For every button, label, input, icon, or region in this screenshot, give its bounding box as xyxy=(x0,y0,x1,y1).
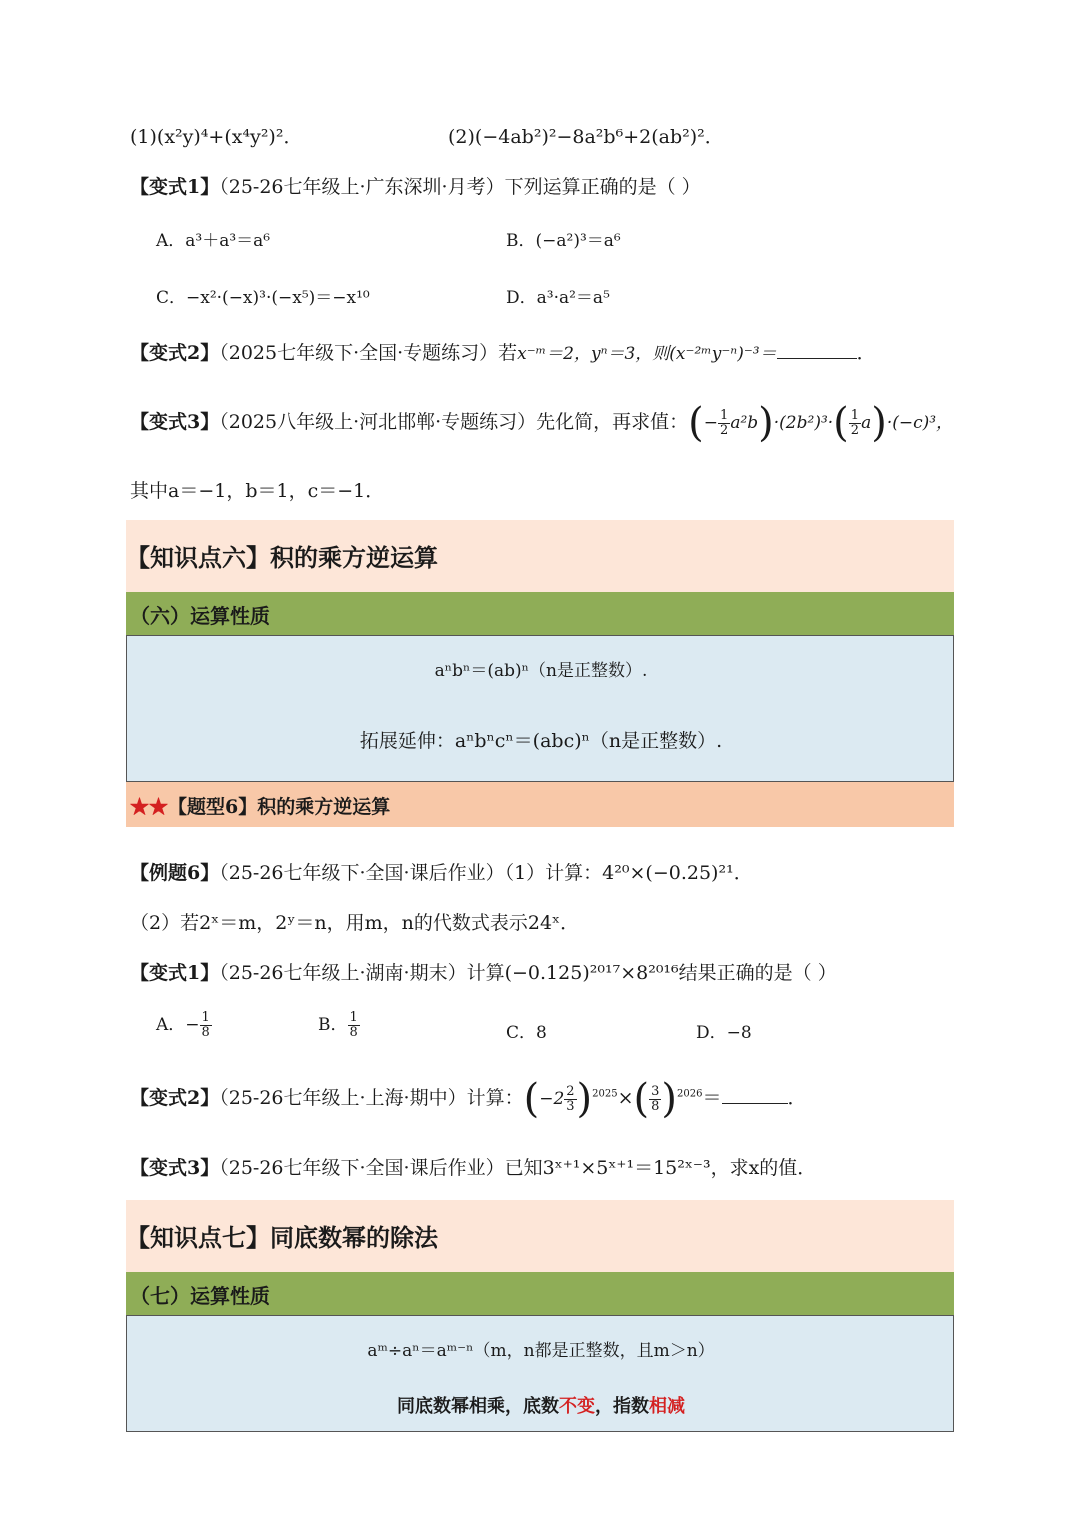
term3-fraction: $\frac{1}{2}$ xyxy=(850,407,860,438)
variant-1-line xyxy=(130,172,701,199)
formula-6-2: 拓展延伸：aⁿbⁿcⁿ＝(abc)ⁿ（n是正整数）. xyxy=(359,730,723,752)
section-6-title: 【知识点六】积的乘方逆运算 xyxy=(126,543,438,572)
exercise-2-end: ． xyxy=(787,1087,807,1109)
exercise-1-text: （25-26七年级上·湖南·期末）计算(−0.125)²⁰¹⁷×8²⁰¹⁶结果正确的是（ ） xyxy=(219,962,837,984)
term1-rest: a²b xyxy=(730,413,759,433)
section-7-title: 【知识点七】同底数幂的除法 xyxy=(126,1223,438,1252)
variant-1-source: （25-26七年级上·广东深圳·月考）下列运算正确的是（ ） xyxy=(219,176,701,198)
term4: ·(−c)³， xyxy=(886,413,954,433)
exercise-2-tag: 【变式2】 xyxy=(130,1087,220,1109)
section-7-formula-box xyxy=(126,1315,954,1432)
term3-rest: a xyxy=(861,413,872,433)
exercise-3-text: （25-26七年级下·全国·课后作业）已知3ˣ⁺¹×5ˣ⁺¹＝15²ˣ⁻³，求x的值． xyxy=(219,1157,817,1179)
exponent-2: 2026 xyxy=(677,1088,703,1100)
example-6-line-1 xyxy=(130,858,753,885)
exercise-1-option-b: B． $\frac{1}{8}$ xyxy=(318,1010,358,1040)
question-type-6-banner xyxy=(126,782,954,827)
formula-7-rule: 同底数幂相乘，底数不变，指数相减 xyxy=(397,1396,685,1417)
answer-blank xyxy=(777,358,857,359)
exercise-3-line xyxy=(130,1153,816,1180)
star-icon: ★★ xyxy=(130,796,169,818)
example-6-tag: 【例题6】 xyxy=(130,862,220,884)
example-6-line-2: （2）若2ˣ＝m，2ʸ＝n，用m，n的代数式表示24ˣ． xyxy=(130,912,580,934)
equals-sign: ＝ xyxy=(702,1087,722,1109)
section-6-subheader xyxy=(126,592,954,635)
section-7-subtitle: （七）运算性质 xyxy=(130,1284,270,1308)
exercise-1-option-a: A．− $\frac{1}{8}$ xyxy=(156,1010,210,1040)
section-7-header xyxy=(126,1200,954,1272)
question-type-6-title: 【题型6】积的乘方逆运算 xyxy=(168,796,391,818)
term1-sign: − xyxy=(703,413,719,433)
variant-1-tag: 【变式1】 xyxy=(130,176,220,198)
question-1: (1)(x²y)⁴+(x⁴y²)²． xyxy=(130,126,303,148)
term1-fraction: $\frac{1}{2}$ xyxy=(720,407,729,438)
section-6-header xyxy=(126,520,954,592)
exercise-1-option-c: C．8 xyxy=(506,1023,547,1043)
formula-6-1: aⁿbⁿ＝(ab)ⁿ（n是正整数）. xyxy=(434,661,648,681)
variant-3-where: 其中a＝−1，b＝1，c＝−1． xyxy=(130,480,385,502)
option-a: A．a³＋a³＝a⁶ xyxy=(156,231,271,251)
variant-2-expr: (x⁻²ᵐy⁻ⁿ)⁻³＝ xyxy=(669,344,777,364)
section-6-subtitle: （六）运算性质 xyxy=(130,604,270,628)
variant-2-tag: 【变式2】 xyxy=(130,342,220,364)
section-7-subheader xyxy=(126,1272,954,1315)
example-6-text-1: （25-26七年级下·全国·课后作业）（1）计算：4²⁰×(−0.25)²¹． xyxy=(219,862,753,884)
highlight-unchanged: 不变 xyxy=(559,1396,595,1417)
option-c: C．−x²·(−x)³·(−x⁵)＝−x¹⁰ xyxy=(156,288,370,308)
times-sign: × xyxy=(617,1087,634,1109)
variant-2-source: （2025七年级下·全国·专题练习）若 xyxy=(219,342,518,364)
exercise-1-line xyxy=(130,958,837,985)
variant-3-source: （2025八年级上·河北邯郸·专题练习）先化简，再求值： xyxy=(219,411,689,433)
section-6-formula-box xyxy=(126,635,954,782)
question-2: (2)(−4ab²)²−8a²b⁶+2(ab²)²． xyxy=(448,126,724,148)
option-b: B．(−a²)³＝a⁶ xyxy=(506,231,621,251)
highlight-subtract: 相减 xyxy=(649,1396,685,1417)
exercise-2-answer-blank xyxy=(722,1103,788,1104)
formula-7-1: aᵐ÷aⁿ＝aᵐ⁻ⁿ（m，n都是正整数，且m＞n） xyxy=(367,1341,715,1361)
paren1-integer: −2 xyxy=(539,1089,565,1109)
variant-3-tag: 【变式3】 xyxy=(130,411,220,433)
variant-2-cond2: yⁿ＝3，则 xyxy=(590,344,670,364)
option-d: D．a³·a²＝a⁵ xyxy=(506,288,610,308)
exercise-1-tag: 【变式1】 xyxy=(130,962,220,984)
exercise-2-text: （25-26七年级上·上海·期中）计算： xyxy=(219,1087,524,1109)
variant-2-line xyxy=(130,338,876,365)
exponent-1: 2025 xyxy=(592,1088,618,1100)
variant-3-line: 【变式3】（2025八年级上·河北邯郸·专题练习）先化简，再求值：(− $\frac{1}{2}$ a²b)·(2b²)³·( $\frac{1}{2}$ a)·(−c)³， xyxy=(130,400,954,446)
exercise-1-option-d: D．−8 xyxy=(696,1023,752,1043)
term2: ·(2b²)³· xyxy=(773,413,834,433)
variant-2-end: ． xyxy=(856,342,876,364)
exercise-3-tag: 【变式3】 xyxy=(130,1157,220,1179)
exercise-2-line: 【变式2】（25-26七年级上·上海·期中）计算：(−2 $\frac{2}{3}$ )$^{2025}$×( $\frac{3}{8}$ )$^{2026}$＝ ． xyxy=(130,1076,807,1122)
variant-2-cond1: x⁻ᵐ＝2， xyxy=(517,344,591,364)
